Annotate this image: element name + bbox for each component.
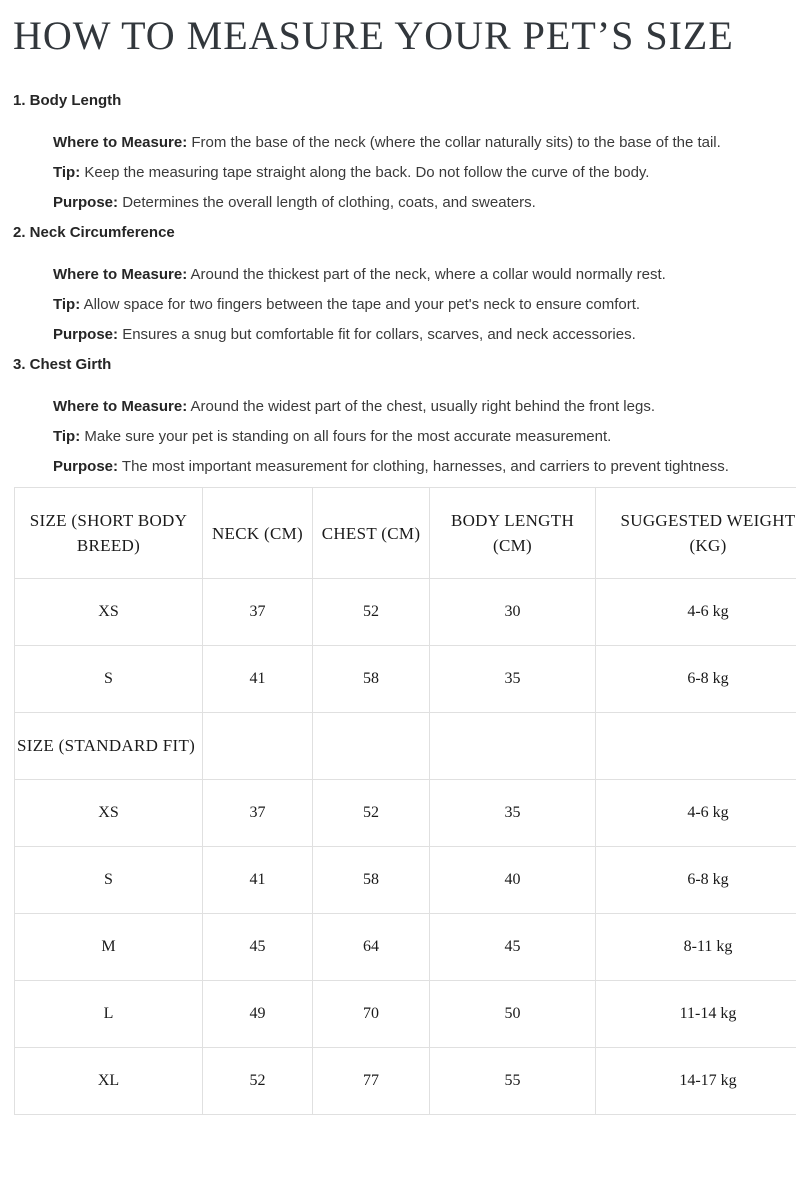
cell-chest: 58 [313, 847, 430, 914]
column-header-weight: SUGGESTED WEIGHT (KG) [596, 488, 796, 579]
cell-neck: 49 [203, 981, 313, 1048]
section-neck-circumference [13, 223, 796, 345]
measure-point-label: Tip: [53, 428, 81, 445]
section-heading-neck-circumference: 2. Neck Circumference [13, 224, 175, 241]
cell-chest [313, 713, 430, 780]
measure-point-text: Around the widest part of the chest, usually right behind the front legs. [190, 398, 655, 415]
section-body-length [13, 91, 796, 213]
table-row [15, 579, 796, 646]
cell-body-length: 35 [430, 646, 596, 713]
cell-size: S [15, 847, 203, 914]
page-title: HOW TO MEASURE YOUR PET’S SIZE [13, 13, 734, 58]
cell-size: XS [15, 579, 203, 646]
cell-weight: 11-14 kg [596, 981, 796, 1048]
measure-point-label: Where to Measure: [53, 398, 188, 415]
measure-point-text: From the base of the neck (where the collar naturally sits) to the base of the tail. [191, 134, 721, 151]
measure-point-where [53, 397, 796, 417]
cell-weight: 4-6 kg [596, 579, 796, 646]
measure-point-text: The most important measurement for clothing, harnesses, and carriers to prevent tightness. [121, 458, 729, 475]
column-header-chest: CHEST (CM) [313, 488, 430, 579]
measure-point-label: Purpose: [53, 194, 119, 211]
measure-point-label: Where to Measure: [53, 134, 188, 151]
cell-body-length: 40 [430, 847, 596, 914]
cell-neck: 41 [203, 847, 313, 914]
cell-chest: 77 [313, 1048, 430, 1115]
measure-point-tip [53, 295, 796, 315]
cell-weight: 6-8 kg [596, 646, 796, 713]
cell-size-group-label: SIZE (STANDARD FIT) [15, 713, 203, 780]
measure-point-text: Ensures a snug but comfortable fit for collars, scarves, and neck accessories. [122, 326, 636, 343]
cell-size: L [15, 981, 203, 1048]
measure-point-text: Keep the measuring tape straight along the back. Do not follow the curve of the body. [84, 164, 650, 181]
cell-weight: 6-8 kg [596, 847, 796, 914]
measure-point-label: Purpose: [53, 458, 119, 475]
measure-point-text: Make sure your pet is standing on all fours for the most accurate measurement. [84, 428, 612, 445]
column-header-neck: NECK (CM) [203, 488, 313, 579]
cell-size: S [15, 646, 203, 713]
cell-neck: 52 [203, 1048, 313, 1115]
cell-size: XL [15, 1048, 203, 1115]
section-heading-chest-girth: 3. Chest Girth [13, 356, 112, 373]
size-chart-table [14, 487, 796, 1115]
cell-neck: 37 [203, 780, 313, 847]
cell-chest: 64 [313, 914, 430, 981]
table-row [15, 914, 796, 981]
measure-point-purpose [53, 325, 796, 345]
cell-body-length: 35 [430, 780, 596, 847]
section-body [53, 397, 796, 477]
cell-body-length: 50 [430, 981, 596, 1048]
cell-weight: 14-17 kg [596, 1048, 796, 1115]
cell-chest: 52 [313, 579, 430, 646]
measure-point-text: Determines the overall length of clothing, coats, and sweaters. [122, 194, 536, 211]
section-body [53, 133, 796, 213]
cell-chest: 70 [313, 981, 430, 1048]
cell-size: M [15, 914, 203, 981]
measure-point-tip [53, 163, 796, 183]
measure-point-text: Allow space for two fingers between the tape and your pet's neck to ensure comfort. [83, 296, 641, 313]
measure-point-label: Purpose: [53, 326, 119, 343]
table-subheader-row [15, 713, 796, 780]
column-header-body-length: BODY LENGTH (CM) [430, 488, 596, 579]
cell-weight: 8-11 kg [596, 914, 796, 981]
measure-point-tip [53, 427, 796, 447]
section-body [53, 265, 796, 345]
measure-point-label: Tip: [53, 296, 81, 313]
measure-point-label: Where to Measure: [53, 266, 188, 283]
table-row [15, 780, 796, 847]
cell-neck: 41 [203, 646, 313, 713]
table-header-row [15, 488, 796, 579]
measure-point-where [53, 265, 796, 285]
cell-chest: 58 [313, 646, 430, 713]
table-row [15, 646, 796, 713]
table-row [15, 981, 796, 1048]
cell-neck: 45 [203, 914, 313, 981]
cell-weight [596, 713, 796, 780]
measure-point-where [53, 133, 796, 153]
cell-body-length: 30 [430, 579, 596, 646]
table-row [15, 847, 796, 914]
section-heading-body-length: 1. Body Length [13, 92, 122, 109]
cell-size: XS [15, 780, 203, 847]
measure-point-purpose [53, 457, 796, 477]
section-chest-girth [13, 355, 796, 477]
cell-weight: 4-6 kg [596, 780, 796, 847]
size-table-container [14, 487, 796, 1115]
table-row [15, 1048, 796, 1115]
cell-body-length [430, 713, 596, 780]
measure-point-label: Tip: [53, 164, 81, 181]
cell-neck [203, 713, 313, 780]
measure-point-purpose [53, 193, 796, 213]
cell-neck: 37 [203, 579, 313, 646]
cell-chest: 52 [313, 780, 430, 847]
column-header-size: SIZE (SHORT BODY BREED) [15, 488, 203, 579]
cell-body-length: 45 [430, 914, 596, 981]
measure-point-text: Around the thickest part of the neck, where a collar would normally rest. [190, 266, 666, 283]
cell-body-length: 55 [430, 1048, 596, 1115]
